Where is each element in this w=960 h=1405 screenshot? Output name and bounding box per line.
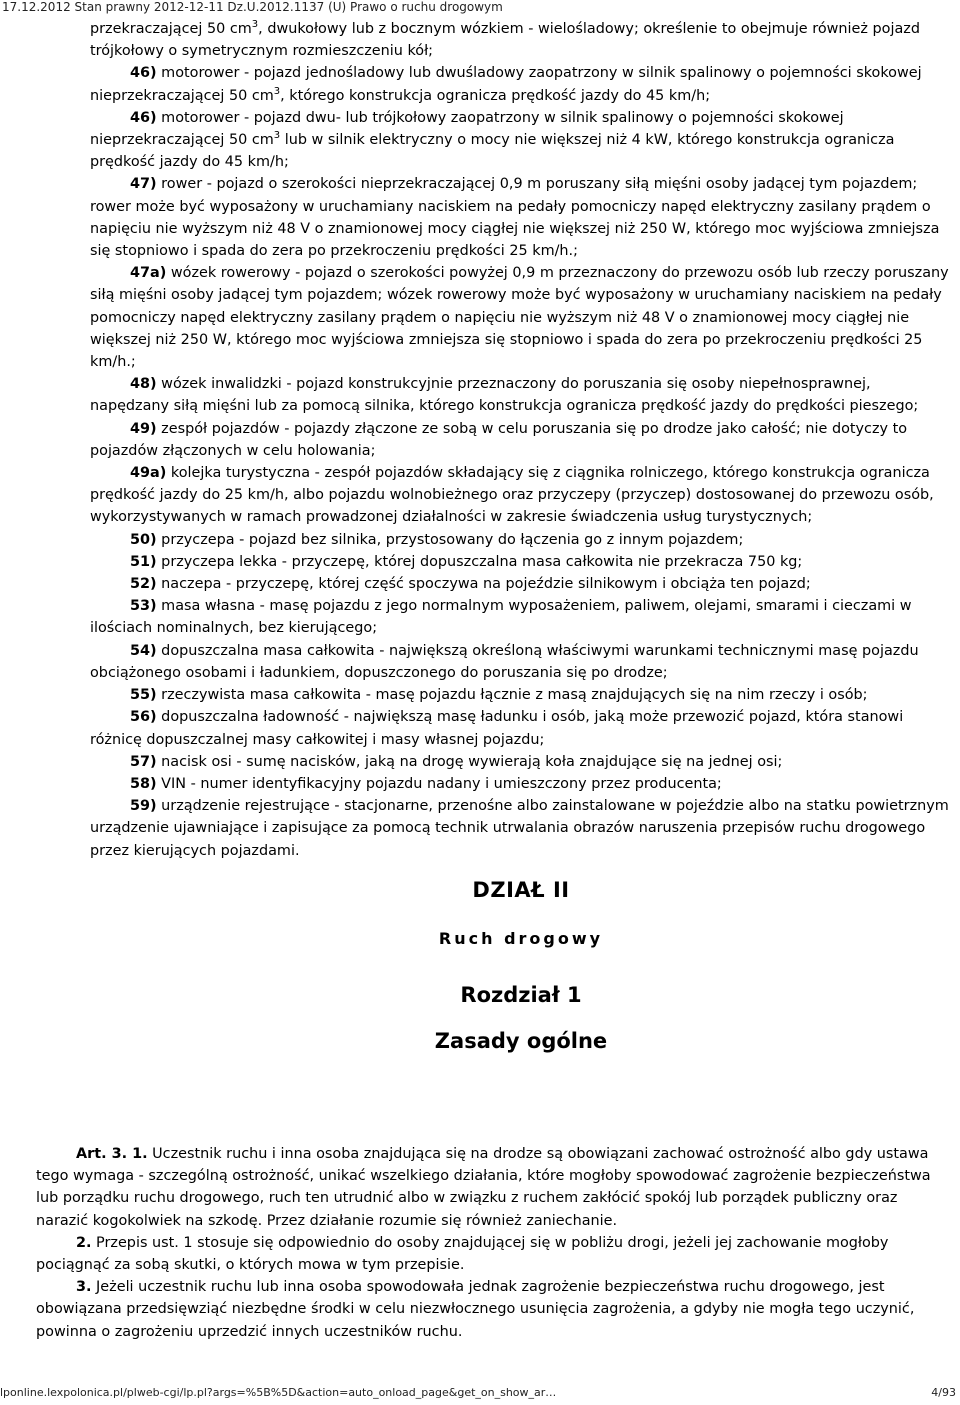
- text-run: rower - pojazd o szerokości nieprzekraczającej 0,9 m poruszany siłą mięśni osoby jadącej tym pojazdem; rower może być wyposażony w uruchamiany naciskiem na pedały pomocniczy napęd elektryczny zasilany prądem o napięciu nie wyższym niż 48 V o znamionowej mocy ciągłej nie większej niż 250 W, którego moc wyjściowa zmniejsza się stopniowo i spada do zera po przekroczeniu prędkości 25 km/h.;: [90, 176, 940, 260]
- text-run: wózek rowerowy - pojazd o szerokości powyżej 0,9 m przeznaczony do przewozu osób lub rzeczy poruszany siłą mięśni osoby jadącej tym pojazdem; wózek rowerowy może być wyposażony w uruchamiany naciskiem na pedały pomocniczy napęd elektryczny zasilany prądem o napięciu nie wyższym niż 48 V o znamionowej mocy ciągłej nie większej niż 250 W, którego moc wyjściowa zmniejsza się stopniowo i spada do zera po przekroczeniu prędkości 25 km/h.;: [90, 265, 949, 371]
- paragraph-continuation: [90, 18, 952, 62]
- article-3: [36, 1143, 952, 1343]
- superscript: 3: [251, 19, 259, 31]
- text-run: Przepis ust. 1 stosuje się odpowiednio do osoby znajdującej się w pobliżu drogi, jeżeli jej zachowanie mogłoby pociągnąć za sobą skutki, o których mowa w tym przepisie.: [36, 1234, 889, 1274]
- item-number: 58): [130, 775, 157, 792]
- article-label: Art. 3. 1.: [76, 1146, 148, 1162]
- item-number: 48): [130, 376, 157, 393]
- definition-item: [90, 706, 952, 750]
- definition-46-new: [90, 107, 952, 174]
- section-heading: DZIAŁ II: [472, 877, 570, 902]
- text-run: Uczestnik ruchu i inna osoba znajdująca się na drodze są obowiązani zachować ostrożność albo gdy ustawa tego wymaga - szczególną ostrożność, unikać wszelkiego działania, które mogłoby spowodować zagrożenie bezpieczeństwa lub porządku ruchu drogowego, ruch ten utrudnić albo w związku z ruchem zakłócić spokój lub porządek publiczny oraz narazić kogokolwiek na szkodę. Przez działanie rozumie się również zaniechanie.: [36, 1146, 931, 1229]
- definition-46-old: [90, 62, 952, 106]
- text-run: urządzenie rejestrujące - stacjonarne, przenośne albo zainstalowane w pojeździe albo na statku powietrznym urządzenie ujawniające i zapisujące za pomocą technik utrwalania obrazów naruszenia przepisów ruchu drogowego przez kierujących pojazdami.: [90, 798, 949, 859]
- item-number: 53): [130, 598, 157, 615]
- text-run: naczepa - przyczepę, której część spoczywa na pojeździe silnikowym i obciąża ten pojazd;: [156, 576, 811, 593]
- text-run: dopuszczalna masa całkowita - największą określoną właściwymi warunkami technicznymi masę pojazdu obciążonego osobami i ładunkiem, dopuszczonego do poruszania się po drodze;: [90, 642, 919, 681]
- superscript: 3: [273, 85, 281, 97]
- item-number: 52): [130, 576, 157, 593]
- definition-item: [90, 262, 952, 373]
- item-number: 46): [130, 65, 157, 82]
- item-number: 56): [130, 709, 157, 726]
- item-number: 54): [130, 642, 157, 659]
- article-paragraph-3: [36, 1276, 952, 1343]
- definition-item: [90, 173, 952, 262]
- text-run: VIN - numer identyfikacyjny pojazdu nadany i umieszczony przez producenta;: [156, 775, 722, 792]
- text-run: masa własna - masę pojazdu z jego normalnym wyposażeniem, paliwem, olejami, smarami i cieczami w ilościach nominalnych, bez kierującego;: [90, 598, 912, 637]
- item-number: 3.: [76, 1279, 92, 1296]
- definition-item: [90, 640, 952, 684]
- text-run: , którego konstrukcja ogranicza prędkość jazdy do 45 km/h;: [280, 87, 711, 104]
- section-subheading: Ruch drogowy: [438, 928, 604, 948]
- definition-item: [90, 418, 952, 462]
- superscript: 3: [273, 130, 281, 142]
- text-run: wózek inwalidzki - pojazd konstrukcyjnie przeznaczony do poruszania się osoby niepełnosprawnej, napędzany siłą mięśni lub za pomocą silnika, którego konstrukcja ogranicza prędkość jazdy do prędkości pieszego;: [90, 376, 919, 415]
- document-body: [90, 18, 952, 1052]
- text-run: motorower - pojazd jednośladowy lub dwuśladowy zaopatrzony w silnik spalinowy o pojemności skokowej nieprzekraczającej 50 cm: [90, 65, 922, 104]
- print-header: [2, 0, 503, 15]
- item-number: 47): [130, 176, 157, 193]
- article-paragraph-1: [36, 1143, 952, 1232]
- definition-item: [90, 529, 952, 551]
- definition-item: [90, 551, 952, 573]
- text-run: motorower - pojazd dwu- lub trójkołowy zaopatrzony w silnik spalinowy o pojemności skokowej nieprzekraczającej 50 cm: [90, 109, 844, 149]
- text-run: zespół pojazdów - pojazdy złączone ze sobą w celu poruszania się po drodze jako całość; nie dotyczy to pojazdów złączonych w celu holowania;: [90, 420, 908, 459]
- definition-item: [90, 462, 952, 529]
- item-number: 59): [130, 798, 157, 815]
- print-date: 17.12.2012: [2, 0, 71, 14]
- definition-list: [90, 173, 952, 861]
- text-run: kolejka turystyczna - zespół pojazdów składający się z ciągnika rolniczego, którego konstrukcja ogranicza prędkość jazdy do 25 km/h, albo pojazdu wolnobieżnego oraz przyczepy (przyczep) dostosowanej do przewozu osób, wykorzystywanych w ramach prowadzonej działalności w zakresie świadczenia usług turystycznych;: [90, 465, 934, 526]
- item-number: 50): [130, 531, 157, 548]
- text-run: przekraczającej 50 cm: [90, 21, 252, 37]
- item-number: 49): [130, 420, 157, 437]
- text-run: , dwukołowy lub z bocznym wózkiem - wielośladowy; określenie to obejmuje również pojazd trójkołowy o symetrycznym rozmieszczeniu kół;: [90, 21, 920, 60]
- text-run: Jeżeli uczestnik ruchu lub inna osoba spowodowała jednak zagrożenie bezpieczeństwa ruchu drogowego, jest obowiązana przedsięwziąć niezbędne środki w celu niezwłocznego usunięcia zagrożenia, a gdyby nie mogła tego uczynić, powinna o zagrożeniu uprzedzić innych uczestników ruchu.: [36, 1279, 915, 1340]
- page-number: 4/93: [931, 1386, 956, 1399]
- item-number: 49a): [130, 465, 167, 482]
- text-run: dopuszczalna ładowność - największą masę ładunku i osób, jaką może przewozić pojazd, która stanowi różnicę dopuszczalnej masy całkowitej i masy własnej pojazdu;: [90, 709, 904, 748]
- definition-item: [90, 684, 952, 706]
- definition-item: [90, 373, 952, 417]
- text-run: nacisk osi - sumę nacisków, jaką na drogę wywierają koła znajdujące się na jednej osi;: [156, 753, 783, 770]
- page-url: lponline.lexpolonica.pl/plweb-cgi/lp.pl?args=%5B%5D&action=auto_onload_page&get_on_show_ar…: [0, 1386, 557, 1399]
- item-number: 57): [130, 753, 157, 770]
- chapter-title: Zasady ogólne: [434, 1029, 608, 1054]
- item-number: 46): [130, 109, 157, 126]
- text-run: przyczepa lekka - przyczepę, której dopuszczalna masa całkowita nie przekracza 750 kg;: [156, 553, 803, 570]
- item-number: 55): [130, 687, 157, 704]
- text-run: przyczepa - pojazd bez silnika, przystosowany do łączenia go z innym pojazdem;: [156, 531, 744, 548]
- document-title: Stan prawny 2012-12-11 Dz.U.2012.1137 (U) Prawo o ruchu drogowym: [74, 0, 503, 14]
- article-paragraph-2: [36, 1232, 952, 1276]
- definition-item: [90, 773, 952, 795]
- item-number: 51): [130, 553, 157, 570]
- text-run: lub w silnik elektryczny o mocy nie większej niż 4 kW, którego konstrukcja ogranicza prędkość jazdy do 45 km/h;: [90, 132, 895, 171]
- item-number: 47a): [130, 265, 167, 282]
- definition-item: [90, 751, 952, 773]
- definition-item: [90, 595, 952, 639]
- chapter-heading: Rozdział 1: [460, 982, 582, 1007]
- item-number: 2.: [76, 1234, 92, 1251]
- text-run: rzeczywista masa całkowita - masę pojazdu łącznie z masą znajdujących się na nim rzeczy i osób;: [156, 687, 868, 704]
- definition-item: [90, 795, 952, 862]
- definition-item: [90, 573, 952, 595]
